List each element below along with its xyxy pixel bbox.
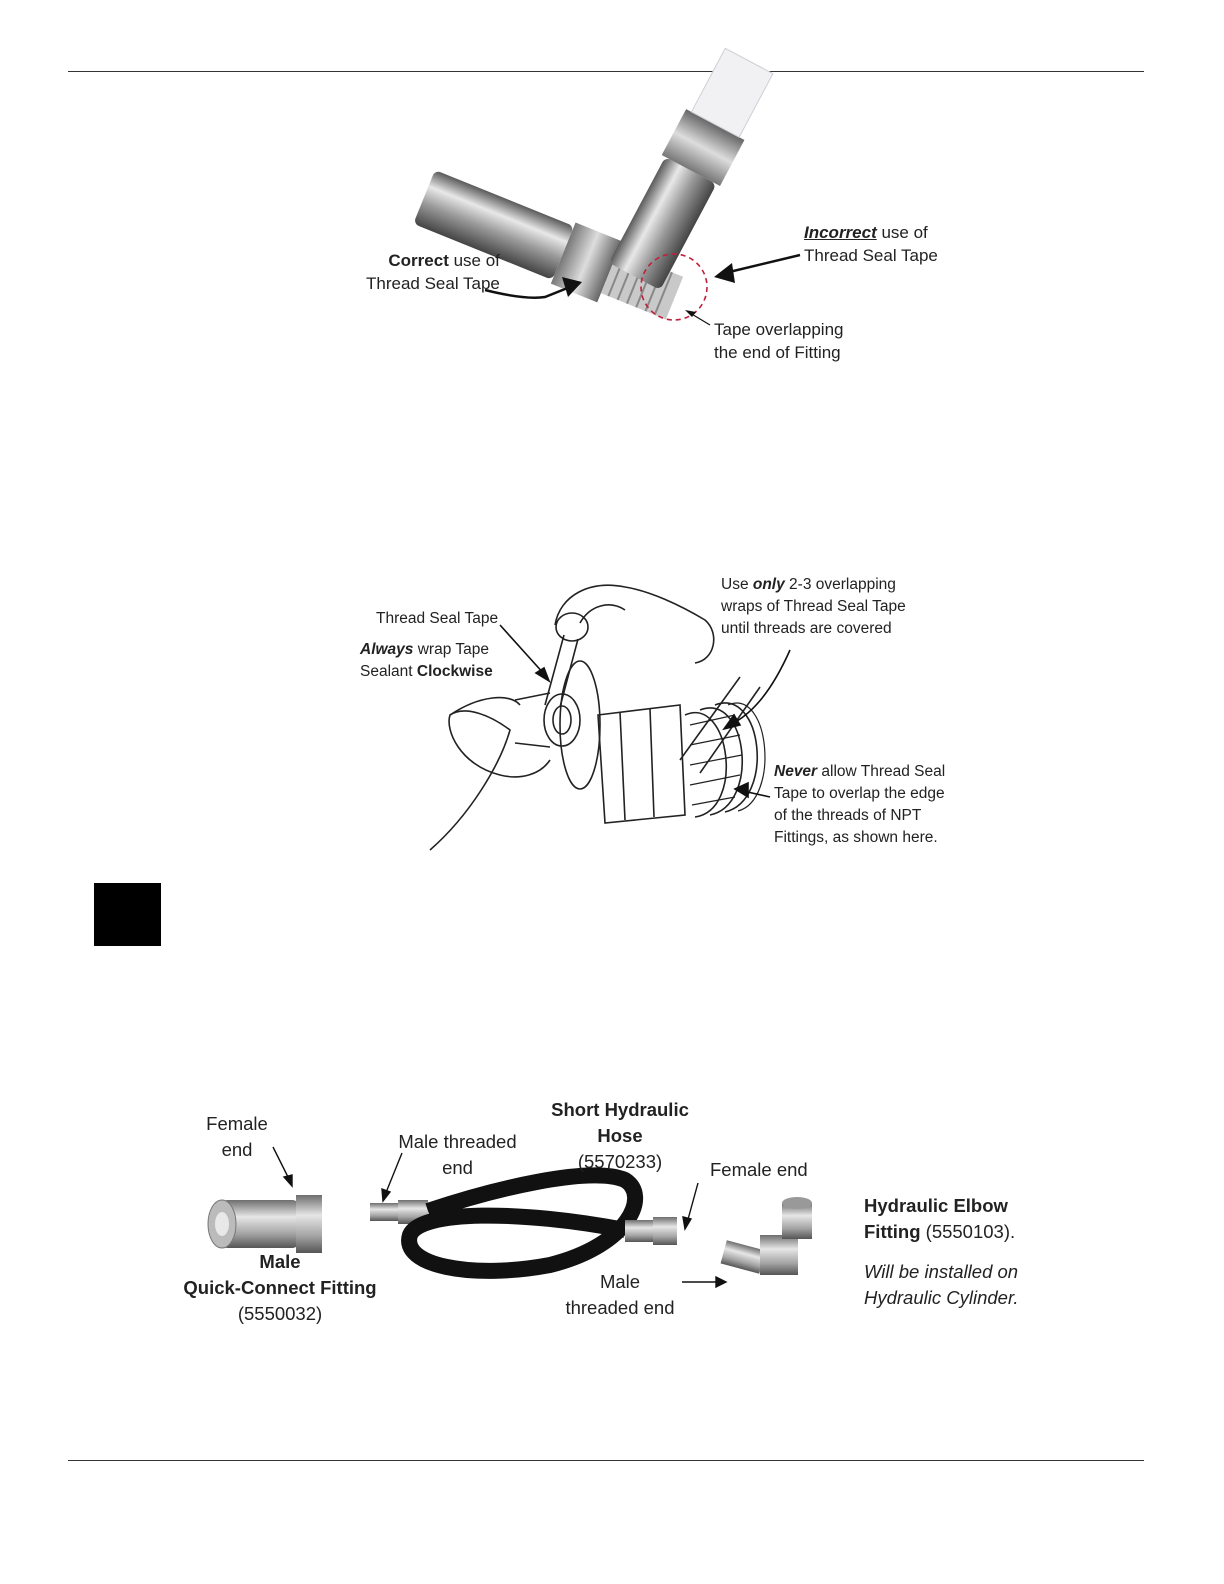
female-end-label-left: Female end xyxy=(206,1113,268,1160)
overlap-label: Tape overlapping the end of Fitting xyxy=(714,320,844,362)
male-threaded-end-label-left: Male threaded end xyxy=(398,1131,517,1178)
figure-thread-tape-comparison xyxy=(330,165,970,375)
incorrect-fitting xyxy=(605,45,778,291)
never-overlap-label: Never allow Thread Seal Tape to overlap the edge of the threads of NPT Fittings, as shown here. xyxy=(774,763,946,846)
elbow-label: Hydraulic Elbow Fitting (5550103). Will be installed on Hydraulic Cylinder. xyxy=(864,1195,1019,1308)
tape-label: Thread Seal Tape xyxy=(376,610,499,627)
use-only-label: Use only 2-3 overlapping wraps of Thread Seal Tape until threads are covered xyxy=(721,576,906,637)
male-threaded-end-label-right: Male threaded end xyxy=(565,1271,675,1318)
figure-hydraulic-parts xyxy=(170,1095,1050,1335)
header-rule xyxy=(68,71,1144,72)
short-hydraulic-hose xyxy=(370,1175,677,1270)
step-marker-block xyxy=(94,883,161,946)
hose-label: Short Hydraulic Hose (5570233) xyxy=(551,1099,689,1172)
figure-wrapping-instructions xyxy=(350,565,970,855)
quick-connect-fitting xyxy=(208,1195,322,1253)
female-end-label-right: Female end xyxy=(710,1159,808,1180)
quick-connect-label: Male Quick-Connect Fitting (5550032) xyxy=(183,1251,377,1324)
footer-rule xyxy=(68,1460,1144,1461)
hydraulic-elbow-fitting xyxy=(721,1197,812,1275)
correct-label: Correct use of Thread Seal Tape xyxy=(366,251,500,293)
incorrect-label: Incorrect use of Thread Seal Tape xyxy=(804,223,938,265)
always-clockwise-label: Always wrap Tape Sealant Clockwise xyxy=(360,641,493,680)
